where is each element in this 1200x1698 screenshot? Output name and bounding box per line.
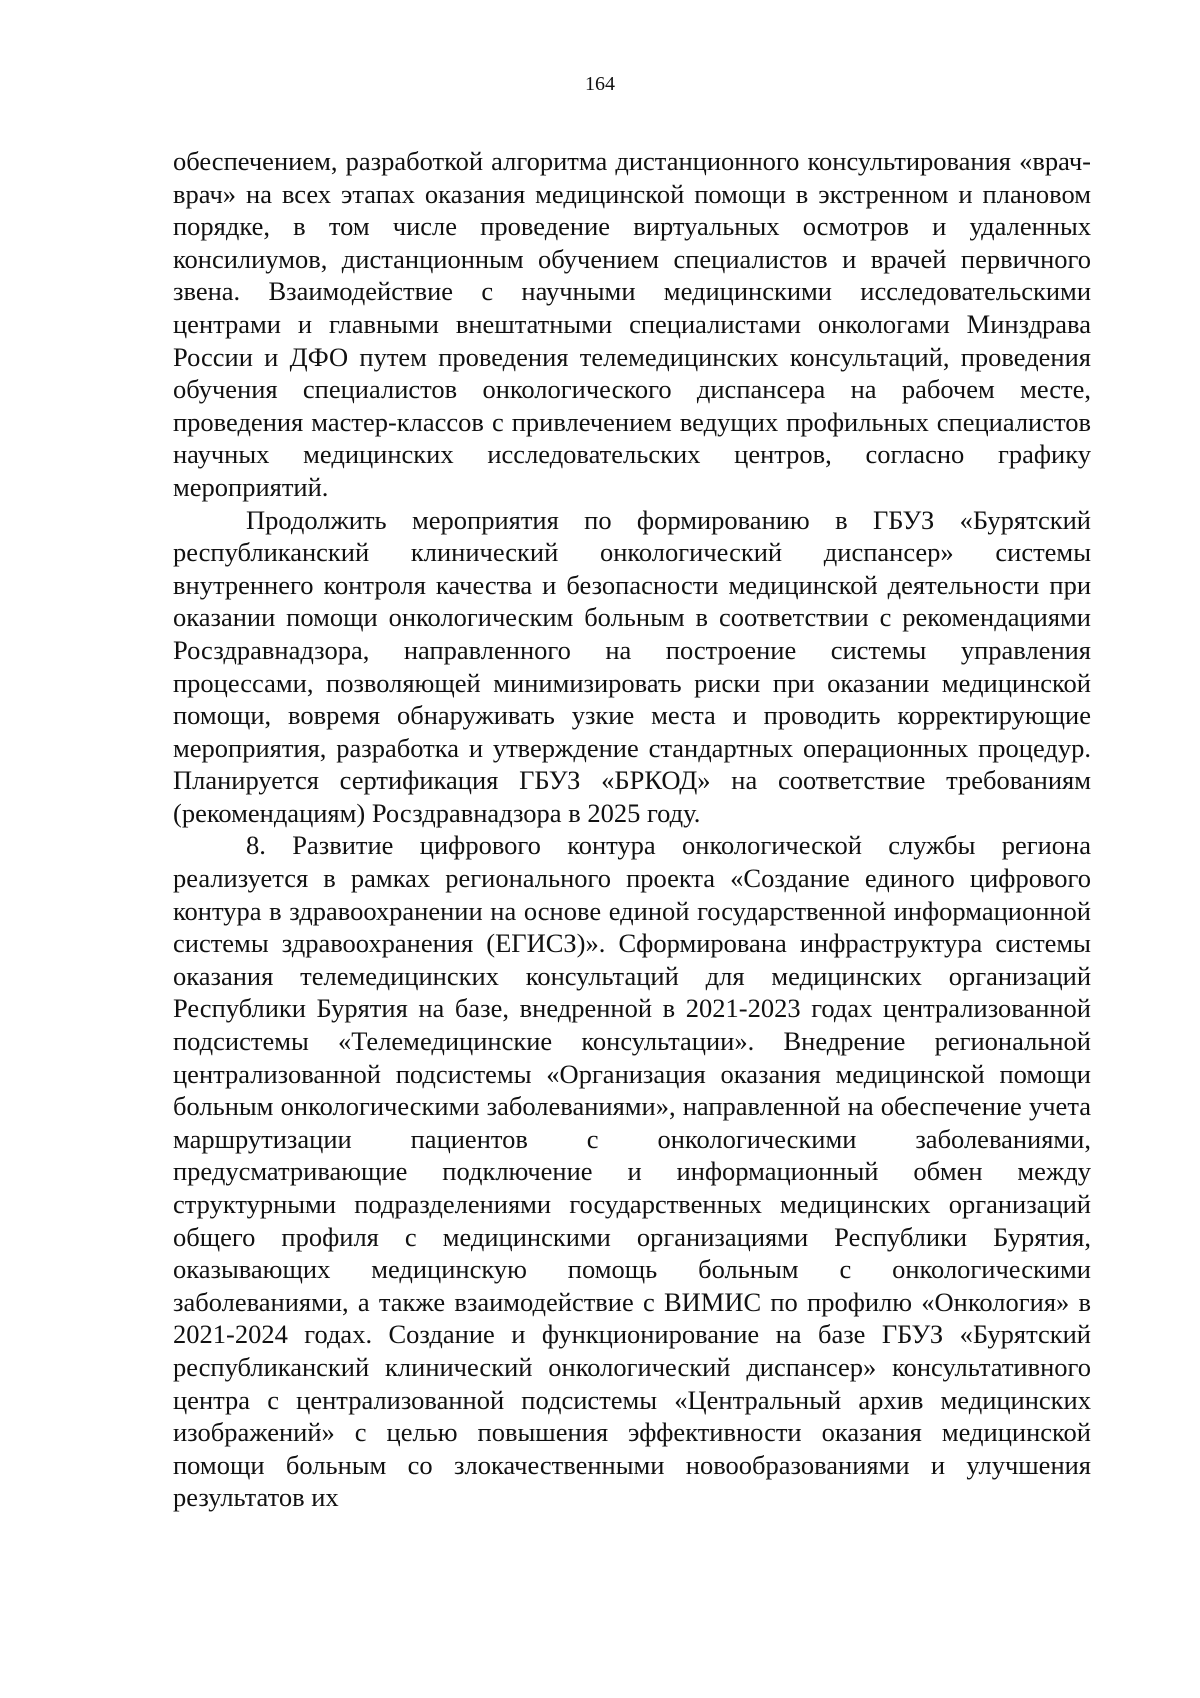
document-body: [173, 145, 1091, 1514]
paragraph-digital-circuit: 8. Развитие цифрового контура онкологической службы региона реализуется в рамках регионального проекта «Создание единого цифрового контура в здравоохранении на основе единой государственной информационной системы здравоохранения (ЕГИСЗ)». Сформирована инфраструктура системы оказания телемедицинских консультаций для медицинских организаций Республики Бурятия на базе, внедренной в 2021-2023 годах централизованной подсистемы «Телемедицинские консультации». Внедрение региональной централизованной подсистемы «Организация оказания медицинской помощи больным онкологическими заболеваниями», направленной на обеспечение учета маршрутизации пациентов с онкологическими заболеваниями, предусматривающие подключение и информационный обмен между структурными подразделениями государственных медицинских организаций общего профиля с медицинскими организациями Республики Бурятия, оказывающих медицинскую помощь больным с онкологическими заболеваниями, а также взаимодействие с ВИМИС по профилю «Онкология» в 2021-2024 годах. Создание и функционирование на базе ГБУЗ «Бурятский республиканский клинический онкологический диспансер» консультативного центра с централизованной подсистемы «Центральный архив медицинских изображений» с целью повышения эффективности оказания медицинской помощи больным со злокачественными новообразованиями и улучшения результатов их: [173, 830, 1091, 1513]
page-number: 164: [585, 73, 615, 95]
paragraph-telemedicine-continuation: обеспечением, разработкой алгоритма дистанционного консультирования «врач-врач» на всех этапах оказания медицинской помощи в экстренном и плановом порядке, в том числе проведение виртуальных осмотров и удаленных консилиумов, дистанционным обучением специалистов и врачей первичного звена. Взаимодействие с научными медицинскими исследовательскими центрами и главными внештатными специалистами онкологами Минздрава России и ДФО путем проведения телемедицинских консультаций, проведения обучения специалистов онкологического диспансера на рабочем месте, проведения мастер-классов с привлечением ведущих профильных специалистов научных медицинских исследовательских центров, согласно графику мероприятий.: [173, 146, 1091, 502]
paragraph-quality-control: Продолжить мероприятия по формированию в ГБУЗ «Бурятский республиканский клинический онкологический диспансер» системы внутреннего контроля качества и безопасности медицинской деятельности при оказании помощи онкологическим больным в соответствии с рекомендациями Росздравнадзора, направленного на построение системы управления процессами, позволяющей минимизировать риски при оказании медицинской помощи, вовремя обнаруживать узкие места и проводить корректирующие мероприятия, разработка и утверждение стандартных операционных процедур. Планируется сертификация ГБУЗ «БРКОД» на соответствие требованиям (рекомендациям) Росздравнадзора в 2025 году.: [173, 504, 1091, 828]
